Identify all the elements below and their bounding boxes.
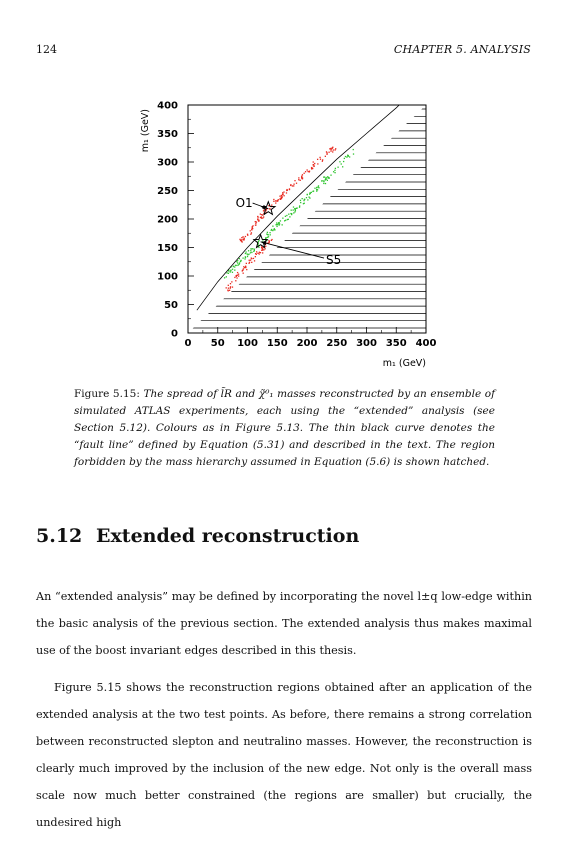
scatter-point bbox=[260, 213, 261, 214]
scatter-point bbox=[263, 216, 264, 217]
scatter-point bbox=[280, 220, 281, 221]
scatter-point bbox=[293, 209, 294, 210]
scatter-point bbox=[235, 265, 236, 266]
scatter-point bbox=[236, 261, 237, 262]
mass-scatter-plot bbox=[130, 95, 450, 370]
scatter-point bbox=[250, 250, 251, 251]
scatter-point bbox=[292, 185, 293, 186]
scatter-point bbox=[307, 199, 308, 200]
scatter-point bbox=[291, 213, 292, 214]
scatter-point bbox=[334, 149, 335, 150]
scatter-point bbox=[282, 218, 283, 219]
x-tick-label: 0 bbox=[184, 338, 192, 349]
scatter-point bbox=[241, 241, 242, 242]
scatter-point bbox=[236, 275, 237, 276]
scatter-point bbox=[316, 190, 317, 191]
scatter-point bbox=[226, 272, 227, 273]
scatter-point bbox=[259, 252, 260, 253]
scatter-point bbox=[302, 174, 303, 175]
scatter-point bbox=[254, 260, 255, 261]
scatter-point bbox=[281, 197, 282, 198]
scatter-point bbox=[232, 269, 233, 270]
scatter-point bbox=[325, 177, 326, 178]
scatter-point bbox=[267, 234, 268, 235]
scatter-point bbox=[255, 224, 256, 225]
scatter-point bbox=[268, 242, 269, 243]
scatter-point bbox=[346, 157, 347, 158]
scatter-point bbox=[278, 222, 279, 223]
scatter-point bbox=[239, 239, 240, 240]
scatter-point bbox=[251, 262, 252, 263]
scatter-point bbox=[328, 152, 329, 153]
annotation-arrow bbox=[261, 242, 324, 258]
scatter-point bbox=[341, 163, 342, 164]
scatter-point bbox=[250, 259, 251, 260]
scatter-point bbox=[305, 171, 306, 172]
scatter-point bbox=[286, 215, 287, 216]
scatter-point bbox=[261, 214, 262, 215]
scatter-point bbox=[353, 153, 354, 154]
scatter-point bbox=[327, 177, 328, 178]
scatter-point bbox=[312, 191, 313, 192]
scatter-point bbox=[230, 283, 231, 284]
scatter-point bbox=[306, 197, 307, 198]
scatter-point bbox=[271, 204, 272, 205]
scatter-point bbox=[255, 256, 256, 257]
scatter-point bbox=[276, 226, 277, 227]
scatter-point bbox=[304, 173, 305, 174]
x-axis-label: m₁ (GeV) bbox=[382, 358, 426, 369]
scatter-point bbox=[256, 221, 257, 222]
annotation-label: S5 bbox=[326, 253, 342, 268]
scatter-point bbox=[287, 219, 288, 220]
scatter-point bbox=[324, 179, 325, 180]
scatter-point bbox=[278, 224, 279, 225]
scatter-point bbox=[273, 201, 274, 202]
scatter-point bbox=[261, 218, 262, 219]
scatter-point bbox=[278, 223, 279, 224]
scatter-point bbox=[252, 248, 253, 249]
paragraph: Figure 5.15 shows the reconstruction regions obtained after an application of the extended analysis at the two test points. As before, there remains a strong correlation between reconstructed slepton and neutralino masses. However, the reconstruction is clearly much improved by the inclusion of the new edge. Not only is the overall mass scale now much better constrained (the regions are smaller) but crucially, the undesired high bbox=[36, 681, 532, 829]
scatter-point bbox=[286, 189, 287, 190]
scatter-point bbox=[335, 148, 336, 149]
page-number: 124 bbox=[36, 43, 57, 56]
scatter-point bbox=[299, 205, 300, 206]
scatter-point bbox=[345, 156, 346, 157]
scatter-point bbox=[253, 258, 254, 259]
scatter-point bbox=[248, 254, 249, 255]
scatter-point bbox=[296, 183, 297, 184]
scatter-point bbox=[332, 147, 333, 148]
scatter-point bbox=[230, 270, 231, 271]
paragraph: An “extended analysis” may be defined by incorporating the novel l±q low-edge within the basic analysis of the previous section. The extended analysis thus makes maximal use of the boost invariant edges described in this thesis. bbox=[36, 590, 532, 657]
scatter-point bbox=[300, 180, 301, 181]
scatter-point bbox=[333, 171, 334, 172]
scatter-point bbox=[241, 239, 242, 240]
scatter-point bbox=[238, 274, 239, 275]
scatter-point bbox=[231, 281, 232, 282]
scatter-point bbox=[347, 155, 348, 156]
scatter-point bbox=[282, 192, 283, 193]
scatter-point bbox=[298, 177, 299, 178]
scatter-point bbox=[232, 272, 233, 273]
scatter-point bbox=[256, 251, 257, 252]
scatter-point bbox=[317, 163, 318, 164]
scatter-point bbox=[301, 176, 302, 177]
scatter-point bbox=[267, 232, 268, 233]
scatter-point bbox=[323, 181, 324, 182]
scatter-point bbox=[353, 149, 354, 150]
scatter-point bbox=[313, 161, 314, 162]
scatter-point bbox=[327, 176, 328, 177]
scatter-point bbox=[230, 286, 231, 287]
scatter-point bbox=[234, 266, 235, 267]
scatter-point bbox=[282, 224, 283, 225]
scatter-point bbox=[265, 246, 266, 247]
scatter-point bbox=[290, 184, 291, 185]
forbidden-region-hatch bbox=[188, 109, 426, 328]
scatter-point bbox=[304, 199, 305, 200]
caption-label: Figure 5.15: bbox=[74, 388, 140, 400]
scatter-point bbox=[237, 272, 238, 273]
scatter-point bbox=[251, 258, 252, 259]
scatter-point bbox=[275, 202, 276, 203]
scatter-point bbox=[322, 159, 323, 160]
scatter-point bbox=[262, 252, 263, 253]
scatter-point bbox=[308, 196, 309, 197]
scatter-point bbox=[242, 270, 243, 271]
scatter-point bbox=[267, 237, 268, 238]
scatter-point bbox=[262, 248, 263, 249]
scatter-point bbox=[326, 154, 327, 155]
scatter-point bbox=[299, 207, 300, 208]
scatter-point bbox=[343, 161, 344, 162]
scatter-point bbox=[236, 277, 237, 278]
scatter-point bbox=[293, 185, 294, 186]
scatter-point bbox=[251, 229, 252, 230]
scatter-point bbox=[247, 234, 248, 235]
scatter-point bbox=[269, 208, 270, 209]
scatter-point bbox=[254, 249, 255, 250]
scatter-point bbox=[261, 250, 262, 251]
scatter-point bbox=[284, 220, 285, 221]
scatter-point bbox=[242, 257, 243, 258]
x-tick-label: 350 bbox=[385, 338, 407, 349]
scatter-point bbox=[289, 216, 290, 217]
scatter-point bbox=[276, 200, 277, 201]
scatter-point bbox=[228, 290, 229, 291]
scatter-point bbox=[251, 248, 252, 249]
scatter-point bbox=[313, 164, 314, 165]
scatter-point bbox=[303, 203, 304, 204]
scatter-point bbox=[277, 200, 278, 201]
scatter-point bbox=[255, 221, 256, 222]
scatter-point bbox=[316, 187, 317, 188]
scatter-point bbox=[324, 176, 325, 177]
scatter-point bbox=[241, 237, 242, 238]
scatter-point bbox=[314, 188, 315, 189]
scatter-point bbox=[335, 168, 336, 169]
y-tick-label: 0 bbox=[171, 328, 178, 340]
scatter-point bbox=[275, 224, 276, 225]
scatter-point bbox=[243, 239, 244, 240]
scatter-point bbox=[288, 214, 289, 215]
scatter-point bbox=[252, 226, 253, 227]
section-heading bbox=[36, 525, 359, 547]
scatter-point bbox=[313, 165, 314, 166]
fault-line-curve bbox=[197, 105, 399, 310]
scatter-point bbox=[293, 206, 294, 207]
scatter-point bbox=[257, 218, 258, 219]
scatter-point bbox=[240, 260, 241, 261]
scatter-point bbox=[295, 208, 296, 209]
scatter-point bbox=[245, 266, 246, 267]
scatter-point bbox=[326, 151, 327, 152]
scatter-point bbox=[349, 156, 350, 157]
scatter-point bbox=[309, 192, 310, 193]
scatter-point bbox=[298, 179, 299, 180]
scatter-point bbox=[250, 252, 251, 253]
scatter-point bbox=[230, 271, 231, 272]
x-tick-label: 200 bbox=[296, 338, 318, 349]
scatter-point bbox=[342, 166, 343, 167]
running-head: CHAPTER 5. ANALYSIS bbox=[393, 43, 531, 56]
scatter-point bbox=[258, 247, 259, 248]
scatter-point bbox=[294, 180, 295, 181]
scatter-point bbox=[248, 250, 249, 251]
scatter-point bbox=[243, 273, 244, 274]
scatter-point bbox=[309, 171, 310, 172]
scatter-point bbox=[232, 286, 233, 287]
annotation-label: O1 bbox=[235, 196, 253, 211]
scatter-point bbox=[255, 253, 256, 254]
x-tick-label: 300 bbox=[356, 338, 377, 349]
scatter-point bbox=[307, 194, 308, 195]
scatter-point bbox=[228, 285, 229, 286]
x-tick-label: 250 bbox=[326, 338, 348, 349]
y-tick-label: 300 bbox=[157, 157, 178, 169]
y-tick-label: 100 bbox=[157, 271, 178, 283]
scatter-point bbox=[271, 229, 272, 230]
scatter-point bbox=[239, 262, 240, 263]
scatter-point bbox=[258, 241, 259, 242]
scatter-point bbox=[244, 238, 245, 239]
scatter-point bbox=[237, 260, 238, 261]
y-tick-label: 400 bbox=[157, 100, 178, 112]
scatter-point bbox=[285, 216, 286, 217]
scatter-point bbox=[235, 280, 236, 281]
scatter-point bbox=[234, 277, 235, 278]
scatter-point bbox=[246, 263, 247, 264]
scatter-point bbox=[279, 223, 280, 224]
scatter-point bbox=[272, 226, 273, 227]
scatter-point bbox=[277, 224, 278, 225]
scatter-point bbox=[238, 275, 239, 276]
scatter-point bbox=[318, 187, 319, 188]
scatter-point bbox=[321, 180, 322, 181]
scatter-point bbox=[242, 236, 243, 237]
y-tick-label: 250 bbox=[157, 186, 178, 197]
scatter-point bbox=[255, 223, 256, 224]
scatter-point bbox=[230, 287, 231, 288]
y-tick-label: 200 bbox=[157, 214, 178, 226]
scatter-point bbox=[309, 193, 310, 194]
scatter-point bbox=[330, 175, 331, 176]
scatter-point bbox=[273, 199, 274, 200]
scatter-point bbox=[246, 269, 247, 270]
scatter-point bbox=[244, 258, 245, 259]
scatter-point bbox=[280, 199, 281, 200]
scatter-point bbox=[269, 232, 270, 233]
scatter-point bbox=[270, 234, 271, 235]
scatter-point bbox=[226, 287, 227, 288]
x-tick-label: 150 bbox=[266, 338, 288, 349]
scatter-point bbox=[276, 222, 277, 223]
scatter-point bbox=[330, 148, 331, 149]
scatter-point bbox=[333, 149, 334, 150]
scatter-point bbox=[250, 230, 251, 231]
scatter-point bbox=[247, 256, 248, 257]
scatter-point bbox=[257, 217, 258, 218]
scatter-point bbox=[320, 159, 321, 160]
scatter-point bbox=[300, 200, 301, 201]
scatter-point bbox=[291, 210, 292, 211]
scatter-point bbox=[302, 198, 303, 199]
scatter-point bbox=[240, 261, 241, 262]
caption-text: The spread of l̃R and χ̃⁰₁ masses reconstructed by an ensemble of simulated ATLAS experiments, each using the “extended” analysis (see Section 5.12). Colours as in Figure 5.13. The thin black curve denotes the “fault line” defined by Equation (5.31) and described in the text. The region forbidden by the mass hierarchy assumed in Equation (5.6) is shown hatched. bbox=[74, 388, 495, 468]
y-tick-label: 350 bbox=[157, 129, 178, 140]
scatter-point bbox=[245, 253, 246, 254]
scatter-point bbox=[243, 268, 244, 269]
scatter-point bbox=[247, 254, 248, 255]
scatter-point bbox=[257, 253, 258, 254]
scatter-point bbox=[327, 180, 328, 181]
scatter-point bbox=[325, 183, 326, 184]
scatter-point bbox=[236, 265, 237, 266]
scatter-point bbox=[294, 211, 295, 212]
section-number: 5.12 bbox=[36, 525, 83, 547]
scatter-point bbox=[330, 149, 331, 150]
scatter-point bbox=[330, 150, 331, 151]
scatter-point bbox=[251, 252, 252, 253]
scatter-point bbox=[245, 251, 246, 252]
scatter-point bbox=[300, 202, 301, 203]
scatter-point bbox=[273, 229, 274, 230]
scatter-point bbox=[260, 217, 261, 218]
scatter-point bbox=[271, 240, 272, 241]
scatter-point bbox=[318, 185, 319, 186]
y-axis-label: m₁ (GeV) bbox=[140, 109, 151, 153]
scatter-point bbox=[228, 273, 229, 274]
scatter-point bbox=[316, 189, 317, 190]
x-tick-label: 100 bbox=[237, 338, 258, 349]
scatter-point bbox=[283, 191, 284, 192]
scatter-point bbox=[229, 290, 230, 291]
scatter-point bbox=[282, 194, 283, 195]
scatter-point bbox=[293, 212, 294, 213]
x-tick-label: 400 bbox=[415, 338, 437, 349]
x-tick-label: 50 bbox=[210, 338, 225, 349]
scatter-point bbox=[248, 263, 249, 264]
scatter-point bbox=[325, 178, 326, 179]
scatter-point bbox=[228, 288, 229, 289]
scatter-point bbox=[237, 262, 238, 263]
y-tick-label: 50 bbox=[164, 300, 178, 311]
scatter-point bbox=[334, 170, 335, 171]
scatter-point bbox=[226, 276, 227, 277]
figure-caption bbox=[74, 386, 495, 471]
scatter-point bbox=[224, 277, 225, 278]
scatter-point bbox=[238, 264, 239, 265]
scatter-point bbox=[283, 195, 284, 196]
scatter-point bbox=[311, 167, 312, 168]
scatter-point bbox=[233, 266, 234, 267]
scatter-point bbox=[266, 237, 267, 238]
scatter-point bbox=[245, 236, 246, 237]
scatter-point bbox=[286, 192, 287, 193]
scatter-point bbox=[332, 151, 333, 152]
scatter-point bbox=[293, 184, 294, 185]
scatter-point bbox=[339, 161, 340, 162]
scatter-point bbox=[326, 152, 327, 153]
scatter-point bbox=[245, 257, 246, 258]
scatter-point bbox=[306, 169, 307, 170]
y-tick-label: 150 bbox=[157, 243, 178, 254]
scatter-point bbox=[323, 183, 324, 184]
scatter-point bbox=[302, 178, 303, 179]
scatter-point bbox=[254, 250, 255, 251]
scatter-point bbox=[329, 148, 330, 149]
scatter-point bbox=[279, 196, 280, 197]
scatter-point bbox=[250, 234, 251, 235]
scatter-point bbox=[296, 207, 297, 208]
scatter-point bbox=[334, 172, 335, 173]
scatter-point bbox=[244, 267, 245, 268]
scatter-point bbox=[263, 210, 264, 211]
scatter-point bbox=[337, 167, 338, 168]
scatter-point bbox=[239, 258, 240, 259]
scatter-point bbox=[240, 240, 241, 241]
scatter-point bbox=[249, 260, 250, 261]
scatter-point bbox=[251, 232, 252, 233]
scatter-point bbox=[325, 156, 326, 157]
scatter-point bbox=[314, 163, 315, 164]
scatter-point bbox=[289, 188, 290, 189]
scatter-point bbox=[272, 230, 273, 231]
scatter-point bbox=[234, 269, 235, 270]
scatter-point bbox=[319, 157, 320, 158]
scatter-point bbox=[317, 159, 318, 160]
scatter-point bbox=[259, 253, 260, 254]
scatter-point bbox=[303, 200, 304, 201]
section-title: Extended reconstruction bbox=[96, 525, 360, 547]
scatter-point bbox=[322, 161, 323, 162]
scatter-point bbox=[344, 158, 345, 159]
